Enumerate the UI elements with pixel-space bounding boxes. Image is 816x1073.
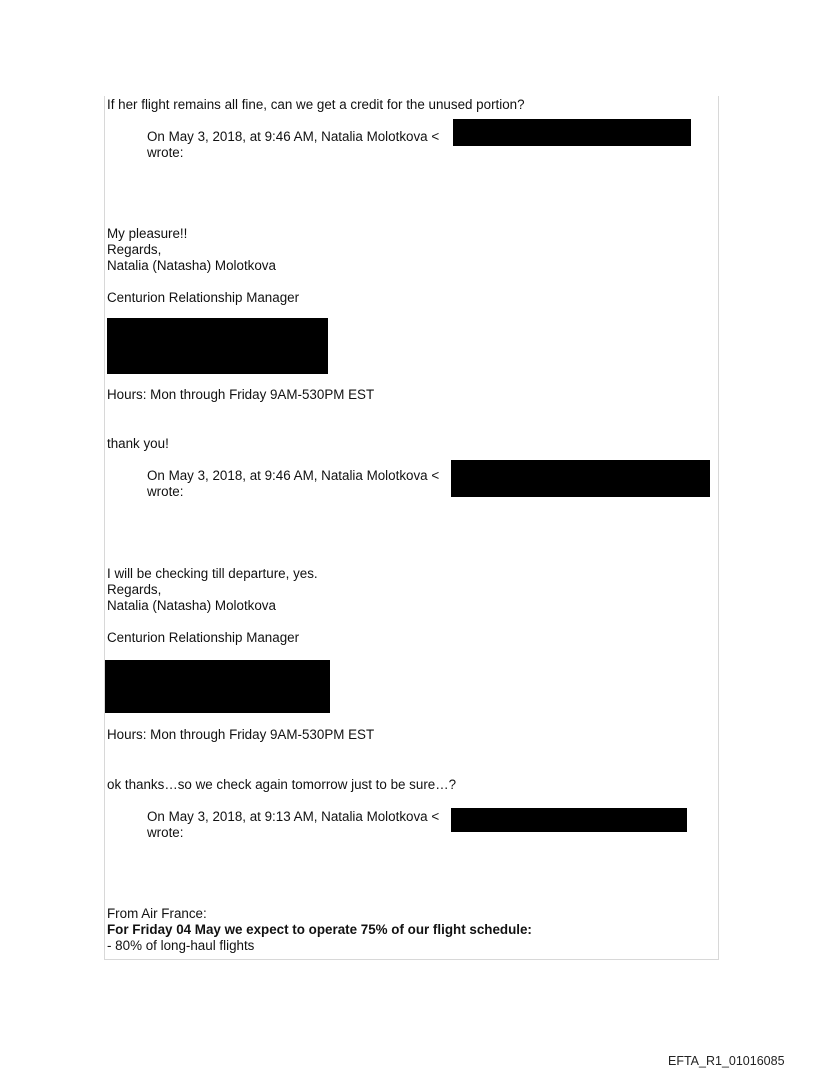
reply-line: I will be checking till departure, yes. [107,566,318,581]
quote-wrote: wrote: [147,484,184,499]
quote-header: On May 3, 2018, at 9:13 AM, Natalia Molotkova < [147,809,440,824]
quote-wrote: wrote: [147,825,184,840]
document-id: EFTA_R1_01016085 [668,1054,785,1068]
quote-header: On May 3, 2018, at 9:46 AM, Natalia Molotkova < [147,129,440,144]
redaction-box [451,808,687,832]
quote-header: On May 3, 2018, at 9:46 AM, Natalia Molotkova < [147,468,440,483]
sender-name: Natalia (Natasha) Molotkova [107,598,276,613]
message-body: If her flight remains all fine, can we get a credit for the unused portion? [107,97,525,112]
sender-title: Centurion Relationship Manager [107,630,300,645]
regards-line: Regards, [107,582,162,597]
hours-line: Hours: Mon through Friday 9AM-530PM EST [107,727,375,742]
sender-name: Natalia (Natasha) Molotkova [107,258,276,273]
redaction-box [453,119,691,146]
redaction-box [107,318,328,374]
reply-line: From Air France: [107,906,207,921]
message-body: thank you! [107,436,169,451]
regards-line: Regards, [107,242,162,257]
sender-title: Centurion Relationship Manager [107,290,300,305]
hours-line: Hours: Mon through Friday 9AM-530PM EST [107,387,375,402]
redaction-box [451,460,710,497]
quote-wrote: wrote: [147,145,184,160]
redaction-box [105,660,330,713]
schedule-item: - 80% of long-haul flights [107,938,255,953]
message-body: ok thanks…so we check again tomorrow just to be sure…? [107,777,457,792]
reply-line: My pleasure!! [107,226,188,241]
schedule-heading: For Friday 04 May we expect to operate 75% of our flight schedule: [107,922,532,937]
